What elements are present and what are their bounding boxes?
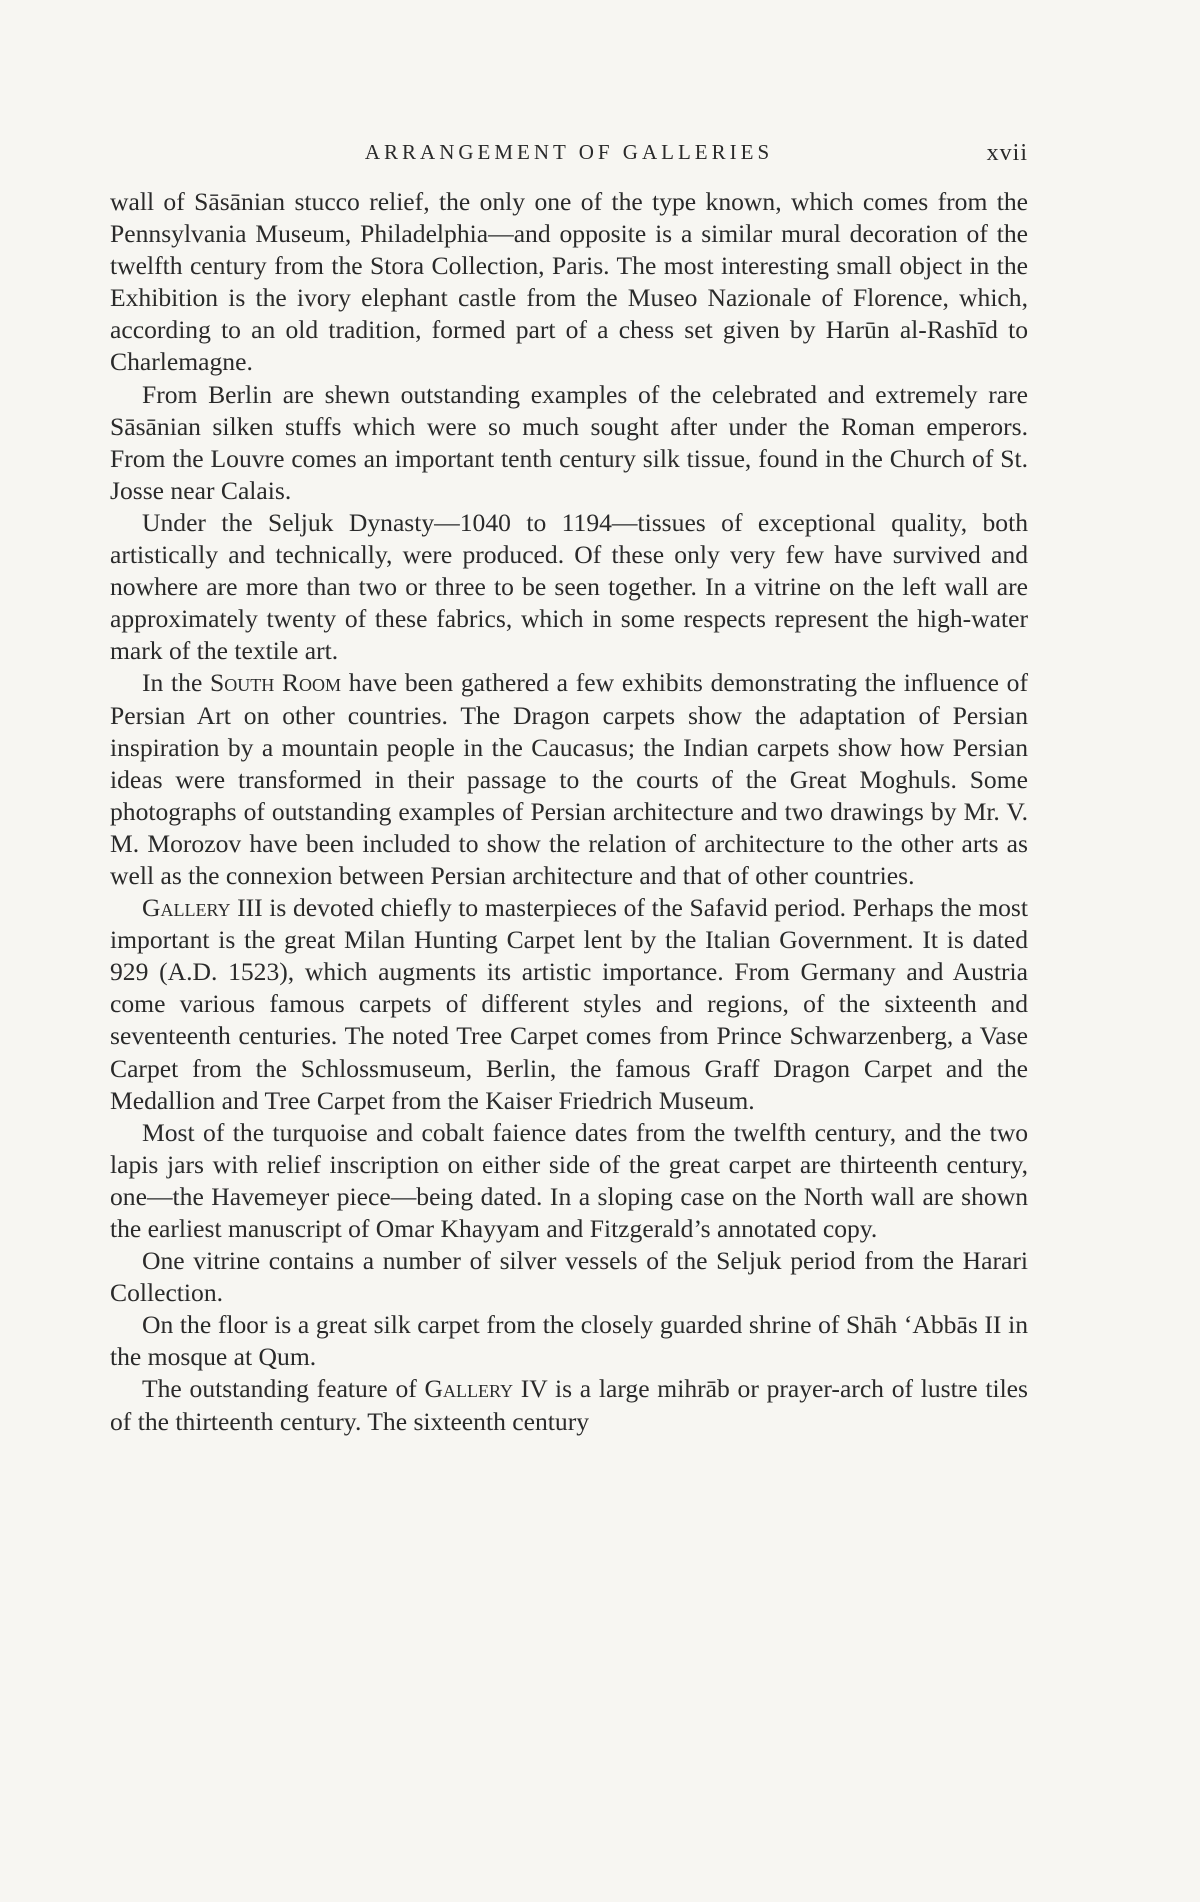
text-run: One vitrine contains a number of silver vessels of the Seljuk period from the Harari Collection. (110, 1246, 1028, 1308)
page-number: xvii (986, 140, 1028, 166)
paragraph (110, 667, 1028, 892)
paragraph (110, 1373, 1028, 1437)
page-header (110, 140, 1028, 174)
text-run: Under the Seljuk Dynasty—1040 to 1194—tissues of exceptional quality, both artistically and technically, were produced. Of these only very few have survived and nowhere are more than two or three to be seen together. In a vitrine on the left wall are approximately twenty of these fabrics, which in some respects represent the high-water mark of the textile art. (110, 507, 1028, 666)
text-run: Most of the turquoise and cobalt faience dates from the twelfth century, and the two lapis jars with relief inscription on either side of the great carpet are thirteenth century, one—the Havemeyer piece—being dated. In a sloping case on the North wall are shown the earliest manuscript of Omar Khayyam and Fitzgerald’s annotated copy. (110, 1117, 1028, 1243)
running-head: ARRANGEMENT OF GALLERIES (364, 140, 774, 164)
text-run: have been gathered a few exhibits demonstrating the influence of Persian Art on other countries. The Dragon carpets show the adaptation of Persian inspiration by a mountain people in the Caucasus; the Indian carpets show how Persian ideas were transformed in their passage to the courts of the Great Moghuls. Some photographs of outstanding examples of Persian architecture and two drawings by Mr. V. M. Morozov have been included to show the relation of architecture to the other arts as well as the connexion between Persian architecture and that of other countries. (110, 668, 1028, 890)
text-run: From Berlin are shewn outstanding examples of the celebrated and extremely rare Sāsānian silken stuffs which were so much sought after under the Roman emperors. From the Louvre comes an important tenth century silk tissue, found in the Church of St. Josse near Calais. (110, 379, 1028, 505)
text-run: The outstanding feature of (142, 1374, 425, 1404)
text-run: wall of Sāsānian stucco relief, the only one of the type known, which comes from the Pennsylvania Museum, Philadelphia—and opposite is a similar mural decoration of the twelfth century from the Stora Collection, Paris. The most interesting small object in the Exhibition is the ivory elephant castle from the Museo Nazionale of Florence, which, according to an old tradition, formed part of a chess set given by Harūn al-Rashīd to Charlemagne. (110, 187, 1028, 377)
paragraph (110, 1245, 1028, 1309)
paragraph (110, 892, 1028, 1117)
paragraph (110, 1309, 1028, 1373)
text-run: IV is a large mihrāb or prayer-arch of lustre tiles of the thirteenth century. The sixteenth century (110, 1374, 1029, 1436)
gallery-name-small-caps: Gallery (424, 1374, 513, 1404)
gallery-name-small-caps: Gallery (142, 893, 231, 923)
paragraph (110, 1117, 1028, 1245)
room-name-small-caps: South Room (210, 668, 342, 698)
text-run: In the (142, 668, 211, 698)
body-text (110, 186, 1028, 1438)
text-run: III is devoted chiefly to masterpieces of the Safavid period. Perhaps the most important is the great Milan Hunting Carpet lent by the Italian Government. It is dated 929 (A.D. 1523), which augments its artistic importance. From Germany and Austria come various famous carpets of different styles and regions, of the sixteenth and seventeenth centuries. The noted Tree Carpet comes from Prince Schwarzenberg, a Vase Carpet from the Schlossmuseum, Berlin, the famous Graff Dragon Carpet and the Medallion and Tree Carpet from the Kaiser Friedrich Museum. (110, 893, 1028, 1115)
paragraph (110, 379, 1028, 507)
text-run: On the floor is a great silk carpet from the closely guarded shrine of Shāh ‘Abbās II in the mosque at Qum. (110, 1310, 1028, 1372)
paragraph (110, 186, 1028, 379)
paragraph (110, 507, 1028, 667)
